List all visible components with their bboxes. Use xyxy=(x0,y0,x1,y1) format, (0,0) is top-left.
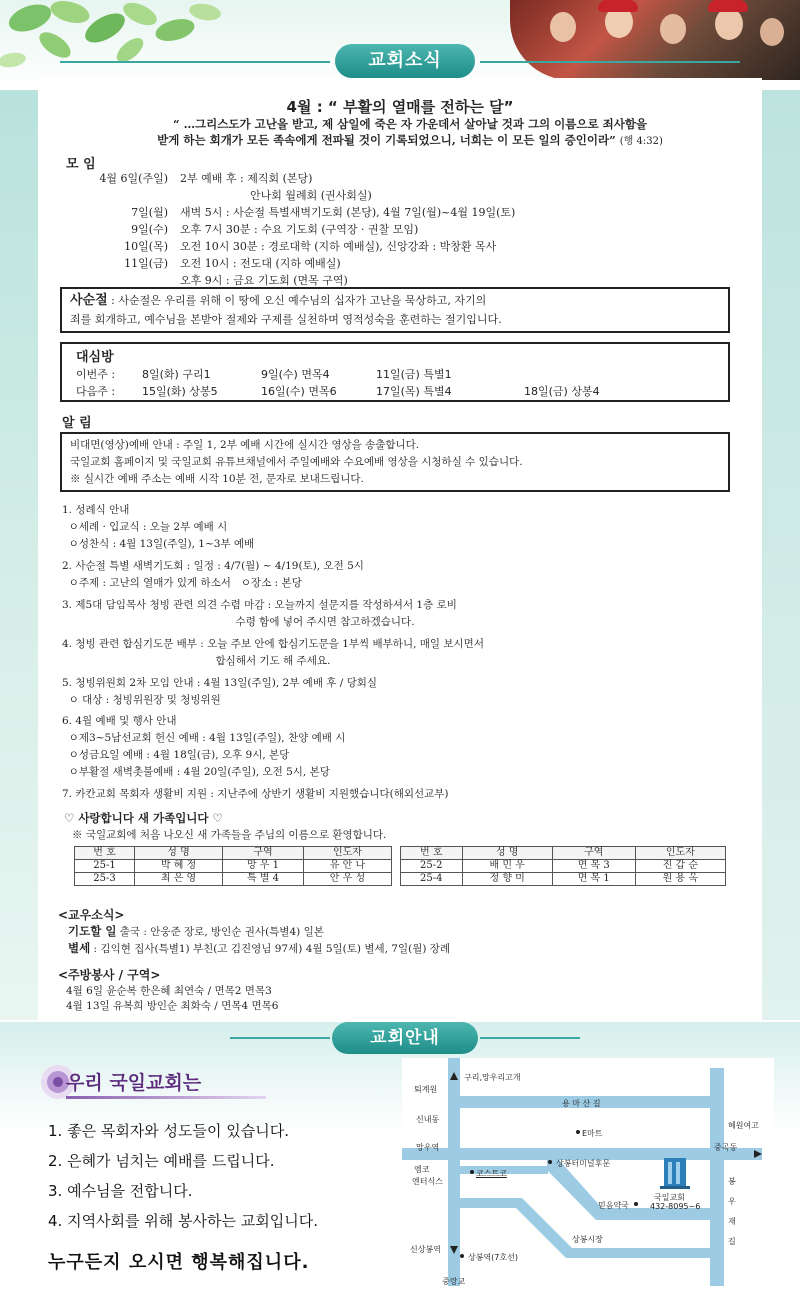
kitchen-line: 4월 6일 윤순복 한은혜 최연숙 / 면목2 면목3 xyxy=(66,985,272,997)
meeting-text: 2부 예배 후 : 제직회 (본당) xyxy=(180,172,313,185)
lent-text-1: : 사순절은 우리를 위해 이 땅에 오신 예수님의 십자가 고난을 묵상하고, 자기의 xyxy=(107,294,487,307)
left-border-strip xyxy=(0,90,38,1020)
meeting-text: 오후 7시 30분 : 수요 기도회 (구역장 · 권찰 모임) xyxy=(180,223,419,236)
table-row xyxy=(75,873,392,886)
table-cell: 최 은 영 xyxy=(135,873,223,886)
verse-reference: (행 4:32) xyxy=(619,136,663,147)
notice-item: 5. 청빙위원회 2차 모임 안내 : 4월 13일(주일), 2부 예배 후 / 당회실 xyxy=(62,677,378,689)
visitation-label: 이번주 : xyxy=(76,368,116,381)
table-cell: 원 용 옥 xyxy=(635,873,725,886)
church-point: 1. 좋은 목회자와 성도들이 있습니다. xyxy=(48,1122,290,1140)
meetings-list xyxy=(50,170,750,290)
meeting-date: 10일(목) xyxy=(124,240,168,253)
map-label: 재 xyxy=(728,1217,736,1226)
new-family-title: ♡ 사랑합니다 새 가족입니다 ♡ xyxy=(64,811,223,825)
christmas-choir-photo xyxy=(510,0,800,80)
notices-title: 알 림 xyxy=(62,416,92,431)
meeting-text: 안나회 월례회 (권사회실) xyxy=(250,189,372,202)
new-family-subtitle: ※ 국일교회에 처음 나오신 새 가족들을 주님의 이름으로 환영합니다. xyxy=(72,829,387,841)
members-news-title: <교우소식> xyxy=(58,908,125,922)
map-label: 신내동 xyxy=(416,1115,440,1124)
notice-item: 3. 제5대 담임목사 청빙 관련 의견 수렴 마감 : 오늘까지 설문지를 작성하셔서 1층 로비 xyxy=(62,599,457,611)
our-church-heading xyxy=(38,1062,288,1102)
visitation-item: 8일(화) 구리1 xyxy=(142,368,211,381)
table-cell: 안 우 성 xyxy=(303,873,391,886)
table-cell: 25-4 xyxy=(401,873,463,886)
map-church-label: 국일교회 xyxy=(654,1193,685,1202)
title-rule-right xyxy=(480,61,740,63)
notice-item: 2. 사순절 특별 새벽기도회 : 일정 : 4/7(월) ~ 4/19(토), 오전 5시 xyxy=(62,560,364,572)
table-cell: 특 별 4 xyxy=(223,873,304,886)
visitation-this-week xyxy=(76,366,716,382)
table-cell: 유 안 나 xyxy=(303,860,391,873)
map-label: 우 xyxy=(728,1197,736,1206)
map-label: 용 마 산 길 xyxy=(562,1099,601,1108)
verse-line-2-wrap xyxy=(70,132,750,150)
lent-line-1 xyxy=(70,291,720,310)
prayer-label: 기도할 일 xyxy=(68,924,117,938)
map-label: 퇴계원 xyxy=(414,1085,438,1094)
notice-item: 6. 4월 예배 및 행사 안내 xyxy=(62,715,177,727)
table-cell: 망 우 1 xyxy=(223,860,304,873)
map-label: 상봉역(7호선) xyxy=(468,1253,518,1262)
map-label: E마트 xyxy=(582,1129,603,1138)
map-label: 중곡동 xyxy=(714,1143,738,1152)
notice-item: 4. 청빙 관련 합심기도문 배부 : 오늘 주보 안에 합심기도문을 1부씩 배부하니, 매일 보시면서 xyxy=(62,638,484,650)
verse-line-1: “ …그리스도가 고난을 받고, 제 삼일에 죽은 자 가운데서 살아날 것과 그의 이름으로 죄사함을 xyxy=(172,117,648,131)
table-header: 번 호 xyxy=(75,847,135,860)
guide-rule-left xyxy=(230,1037,330,1039)
meeting-text: 새벽 5시 : 사순절 특별새벽기도회 (본당), 4월 7일(월)~4월 19일(토) xyxy=(180,206,516,219)
map-label: 중랑교 xyxy=(442,1277,466,1286)
table-cell: 배 민 우 xyxy=(462,860,552,873)
prayer-text: 출국 : 안웅준 장로, 방인순 권사(특별4) 일본 xyxy=(116,926,324,938)
map-label: 길 xyxy=(728,1237,736,1246)
location-map xyxy=(402,1058,774,1290)
meeting-text: 오전 10시 : 전도대 (지하 예배실) xyxy=(180,257,341,270)
table-cell: 면 목 1 xyxy=(552,873,635,886)
section-title-pill: 교회소식 xyxy=(335,44,475,78)
table-header: 구역 xyxy=(552,847,635,860)
table-cell: 정 향 미 xyxy=(462,873,552,886)
church-point: 3. 예수님을 전합니다. xyxy=(48,1182,193,1200)
table-header: 인도자 xyxy=(635,847,725,860)
meeting-date: 7일(월) xyxy=(131,206,168,219)
table-cell: 진 갑 순 xyxy=(635,860,725,873)
death-text: : 김익현 집사(특별1) 부친(고 김진영님 97세) 4월 5일(토) 별세, 7일(월) 장례 xyxy=(90,943,451,955)
meeting-date: 9일(수) xyxy=(131,223,168,236)
table-header: 번 호 xyxy=(401,847,463,860)
notice-item: 수령 함에 넣어 주시면 참고하겠습니다. xyxy=(62,616,415,628)
map-label: 믿음약국 xyxy=(598,1201,629,1210)
visitation-box xyxy=(60,342,730,402)
verse-line-2: 받게 하는 회개가 모든 족속에게 전파될 것이 기록되었으니, 너희는 이 모든 일의 증인이라” xyxy=(157,133,616,147)
notice-item: 7. 카칸교회 목회자 생활비 지원 : 지난주에 상반기 생활비 지원했습니다(해외선교부) xyxy=(62,788,449,800)
visitation-label: 다음주 : xyxy=(76,385,116,398)
map-roads xyxy=(402,1058,774,1290)
table-row xyxy=(75,860,392,873)
death-notice xyxy=(68,940,450,957)
meetings-title: 모 임 xyxy=(66,157,96,172)
map-label: 봉 xyxy=(728,1177,736,1186)
meeting-date: 4월 6일(주일) xyxy=(99,172,168,185)
visitation-item: 18일(금) 상봉4 xyxy=(524,385,600,398)
title-rule-left xyxy=(60,61,330,63)
lent-box xyxy=(60,287,730,333)
online-line-3: ※ 실시간 예배 주소는 예배 시작 10분 전, 문자로 보내드립니다. xyxy=(70,473,364,485)
map-label: 망우역 xyxy=(416,1143,440,1152)
notice-item: ㅇ성찬식 : 4월 13일(주일), 1~3부 예배 xyxy=(62,538,255,550)
map-label: 코스트코 xyxy=(476,1169,507,1178)
online-line-2: 국일교회 홈페이지 및 국일교회 유튜브채널에서 주일예배와 수요예배 영상을 시청하실 수 있습니다. xyxy=(70,456,523,468)
online-line-1: 비대면(영상)예배 안내 : 주일 1, 2부 예배 시간에 실시간 영상을 송출합니다. xyxy=(70,439,420,451)
map-label: 엠코 xyxy=(414,1165,430,1174)
scripture-verse xyxy=(70,116,750,150)
church-point: 4. 지역사회를 위해 봉사하는 교회입니다. xyxy=(48,1212,318,1230)
map-label: 엔터식스 xyxy=(412,1177,443,1186)
kitchen-line: 4월 13일 유복희 방인순 최화숙 / 면목4 면목6 xyxy=(66,1000,279,1012)
table-cell: 박 혜 정 xyxy=(135,860,223,873)
table-cell: 25-1 xyxy=(75,860,135,873)
map-label: 상봉터미널후문 xyxy=(556,1159,611,1168)
our-church-text: 우리 국일교회는 xyxy=(66,1072,202,1094)
visitation-title: 대심방 xyxy=(76,350,114,365)
guide-rule-right xyxy=(480,1037,580,1039)
notice-item: ㅇ 대상 : 청빙위원장 및 청빙위원 xyxy=(62,694,221,706)
visitation-item: 17일(목) 특별4 xyxy=(376,385,452,398)
table-cell: 25-3 xyxy=(75,873,135,886)
death-label: 별세 xyxy=(68,941,91,955)
notice-item: ㅇ주제 : 고난의 열매가 있게 하소서 ㅇ장소 : 본당 xyxy=(62,577,302,589)
lent-line-2: 죄를 회개하고, 예수님을 본받아 절제와 구제를 실천하며 영적성숙을 훈련하는 절기입니다. xyxy=(70,313,502,326)
church-point: 2. 은혜가 넘치는 예배를 드립니다. xyxy=(48,1152,275,1170)
table-header: 성 명 xyxy=(135,847,223,860)
map-label: 혜원여고 xyxy=(728,1121,759,1130)
map-label: 신상봉역 xyxy=(410,1245,441,1254)
table-header: 구역 xyxy=(223,847,304,860)
notice-item: ㅇ성금요일 예배 : 4월 18일(금), 오후 9시, 본당 xyxy=(62,749,290,761)
welcome-message: 누구든지 오시면 행복해집니다. xyxy=(48,1252,310,1273)
lent-label: 사순절 xyxy=(70,293,108,308)
new-family-table-right xyxy=(400,846,726,886)
meeting-text: 오전 10시 30분 : 경로대학 (지하 예배실), 신앙강좌 : 박창환 목사 xyxy=(180,240,497,253)
prayer-request xyxy=(68,923,324,940)
visitation-item: 11일(금) 특별1 xyxy=(376,368,452,381)
notice-item: 합심해서 기도 해 주세요. xyxy=(62,655,331,667)
notice-item: 1. 성례식 안내 xyxy=(62,504,130,516)
notice-item: ㅇ세례 · 입교식 : 오늘 2부 예배 시 xyxy=(62,521,228,533)
guide-title-pill: 교회안내 xyxy=(332,1022,478,1054)
right-border-strip xyxy=(762,90,800,1020)
table-row xyxy=(401,860,726,873)
month-title: 4월 : “ 부활의 열매를 전하는 달” xyxy=(286,98,514,116)
visitation-item: 15일(화) 상봉5 xyxy=(142,385,218,398)
kitchen-title: <주방봉사 / 구역> xyxy=(58,968,161,982)
notice-item: ㅇ부활절 새벽촛불예배 : 4월 20일(주일), 오전 5시, 본당 xyxy=(62,766,330,778)
table-cell: 25-2 xyxy=(401,860,463,873)
map-church-phone: 432-8095~6 xyxy=(650,1202,701,1211)
meeting-date: 11일(금) xyxy=(124,257,168,270)
visitation-item: 9일(수) 면목4 xyxy=(261,368,330,381)
new-family-table-left xyxy=(74,846,392,886)
table-row xyxy=(401,873,726,886)
table-cell: 면 목 3 xyxy=(552,860,635,873)
leaves-decoration xyxy=(0,0,230,90)
table-header: 인도자 xyxy=(303,847,391,860)
visitation-item: 16일(수) 면목6 xyxy=(261,385,337,398)
visitation-next-week xyxy=(76,383,716,399)
online-worship-box xyxy=(60,432,730,492)
our-church-underline xyxy=(66,1096,266,1099)
meeting-text: 오후 9시 : 금요 기도회 (면목 구역) xyxy=(180,274,348,287)
table-header: 성 명 xyxy=(462,847,552,860)
map-label: 상봉시장 xyxy=(572,1235,603,1244)
map-label: 구리,망우리고개 xyxy=(464,1073,521,1082)
notice-item: ㅇ제3~5남선교회 헌신 예배 : 4월 13일(주일), 찬양 예배 시 xyxy=(62,732,346,744)
